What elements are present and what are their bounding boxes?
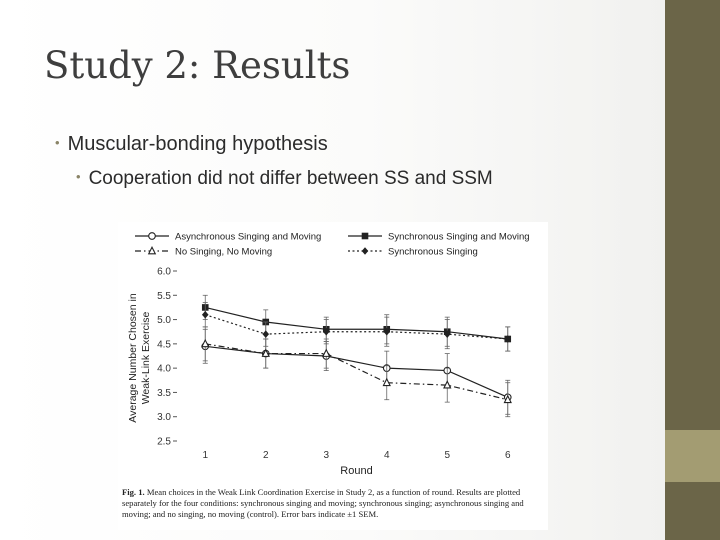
bullet-2-text: Cooperation did not differ between SS and SSM [88, 168, 493, 189]
y-tick-label: 3.0 [157, 412, 171, 424]
caption-label: Fig. 1. [122, 487, 145, 497]
bullet-dot-icon: • [55, 135, 60, 150]
x-tick-label: 1 [202, 450, 209, 461]
y-tick-label: 4.5 [157, 339, 171, 351]
figure-caption [122, 487, 542, 520]
x-tick-label: 5 [444, 450, 451, 461]
y-axis-title-line1: Average Number Chosen in [127, 293, 139, 423]
y-axis-title-line2: Weak-Link Exercise [140, 311, 152, 405]
series-line-asynchronous-singing-and-moving [205, 346, 508, 397]
bullet-dot-icon: • [76, 169, 81, 184]
y-tick-label: 6.0 [157, 266, 171, 278]
caption-text: Mean choices in the Weak Link Coordination Exercise in Study 2, as a function of round. Results are plotted separately for the four conditions: synchronous singing and moving; synchronous singing; asynchronous singing and moving; and no singing, no moving (control). Error bars indicate ±1 SEM. [122, 487, 524, 519]
y-tick-label: 5.0 [157, 315, 171, 327]
legend-label-synchronous-singing-and-moving: Synchronous Singing and Moving [388, 231, 530, 243]
bullet-1-text: Muscular-bonding hypothesis [67, 133, 328, 155]
slide-title: Study 2: Results [44, 44, 351, 87]
legend-label-synchronous-singing: Synchronous Singing [388, 246, 478, 258]
legend-marker-asynchronous-singing-and-moving [149, 233, 156, 240]
x-tick-label: 3 [323, 450, 330, 461]
x-tick-label: 2 [262, 450, 269, 461]
data-point-synchronous-singing [202, 311, 209, 319]
legend-marker-synchronous-singing [362, 247, 369, 255]
x-tick-label: 6 [504, 450, 511, 461]
y-tick-label: 3.5 [157, 387, 171, 399]
x-tick-label: 4 [383, 450, 390, 461]
y-tick-label: 5.5 [157, 290, 171, 302]
legend-label-no-singing-no-moving: No Singing, No Moving [175, 246, 273, 258]
legend-label-asynchronous-singing-and-moving: Asynchronous Singing and Moving [175, 231, 322, 243]
series-line-synchronous-singing-and-moving [205, 307, 508, 339]
y-tick-label: 2.5 [157, 436, 171, 448]
legend-marker-synchronous-singing-and-moving [362, 233, 369, 240]
data-point-synchronous-singing [262, 330, 269, 338]
x-axis-title: Round [340, 465, 373, 477]
y-tick-label: 4.0 [157, 363, 171, 375]
